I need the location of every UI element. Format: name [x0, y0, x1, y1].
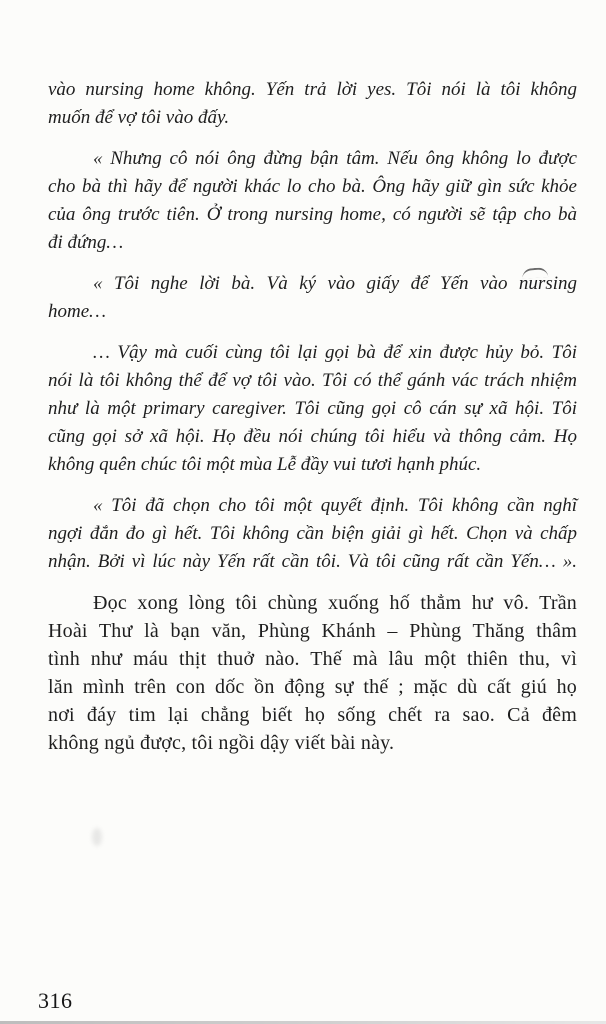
text-line: « Nhưng cô nói ông đừng bận tâm. Nếu ông không lo được	[93, 148, 577, 169]
text-line: của ông trước tiên. Ở trong nursing home, có người sẽ tập cho bà	[48, 204, 577, 225]
text-line: không ngủ được, tôi ngồi dậy viết bài này.	[48, 732, 395, 754]
text-line: lăn mình trên con dốc ồn động sự thế ; mặc dù cất giú họ	[48, 676, 577, 698]
text-line: nơi đáy tim lại chẳng biết họ sống chết ra sao. Cả đêm	[48, 704, 577, 726]
text-line: như là một primary caregiver. Tôi cũng gọi cô cán sự xã hội. Tôi	[48, 398, 577, 419]
paragraph	[48, 339, 577, 479]
text-line: nhận. Bởi vì lúc này Yến rất cần tôi. Và tôi cũng rất cần Yến… ».	[48, 551, 577, 572]
scan-artifact-speck	[92, 828, 102, 846]
text-line: tình như máu thịt thuở nào. Thế mà lâu một thiên thu, vì	[48, 648, 577, 670]
text-line: home…	[48, 301, 107, 322]
text-line: ngợi đắn đo gì hết. Tôi không cần biện giải gì hết. Chọn và chấp	[48, 523, 577, 544]
text-line: không quên chúc tôi một mùa Lễ đầy vui tươi hạnh phúc.	[48, 454, 482, 475]
paragraph	[48, 492, 577, 576]
paragraph	[48, 270, 577, 326]
text-block	[48, 76, 577, 757]
text-line: Hoài Thư là bạn văn, Phùng Khánh – Phùng Thăng thâm	[48, 620, 577, 642]
text-line: … Vậy mà cuối cùng tôi lại gọi bà để xin được hủy bỏ. Tôi	[93, 342, 577, 363]
text-line: nói là tôi không thể để vợ tôi vào. Tôi có thể gánh vác trách nhiệm	[48, 370, 577, 391]
text-line: đi đứng…	[48, 232, 124, 253]
text-line: Đọc xong lòng tôi chùng xuống hố thẳm hư vô. Trần	[93, 592, 577, 614]
page-number: 316	[38, 988, 73, 1013]
paragraph	[48, 589, 577, 757]
text-line: « Tôi nghe lời bà. Và ký vào giấy để Yến vào nursing	[93, 273, 577, 294]
text-line: « Tôi đã chọn cho tôi một quyết định. Tôi không cần nghĩ	[93, 495, 577, 516]
paragraph	[48, 145, 577, 257]
paragraph	[48, 76, 577, 132]
text-line: cho bà thì hãy để người khác lo cho bà. Ông hãy giữ gìn sức khỏe	[48, 176, 577, 197]
text-line: cũng gọi sở xã hội. Họ đều nói chúng tôi hiểu và thông cảm. Họ	[48, 426, 577, 447]
text-line: muốn để vợ tôi vào đấy.	[48, 107, 230, 128]
text-line: vào nursing home không. Yến trả lời yes. Tôi nói là tôi không	[48, 79, 577, 100]
